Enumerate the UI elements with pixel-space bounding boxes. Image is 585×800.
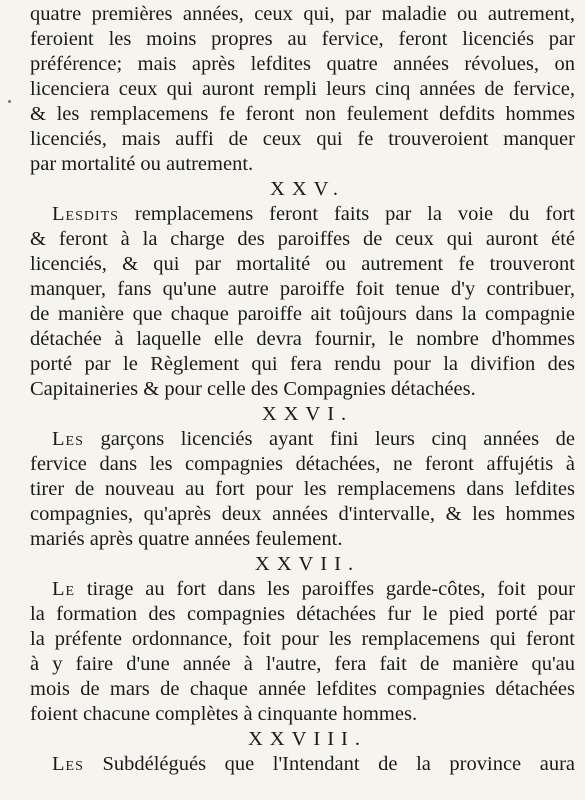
paragraph-first-line — [30, 427, 575, 452]
text-line: détachée à laquelle elle devra fournir, le nombre d'hommes — [30, 328, 575, 350]
text-line: fervice dans les compagnies détachées, ne feront affujétis à — [30, 453, 575, 475]
paragraph-lead-word: Les — [52, 428, 84, 450]
text-line: quatre premières années, ceux qui, par maladie ou autrement, — [30, 3, 575, 25]
text-line: Capitaineries & pour celle des Compagnies détachées. — [30, 378, 476, 400]
text-line: de manière que chaque paroiffe ait toûjours dans la compagnie — [30, 303, 575, 325]
text-line: préférence; mais après lefdites quatre années révolues, on — [30, 53, 575, 75]
text-line: la formation des compagnies détachées fur le pied porté par — [30, 603, 575, 625]
paragraph-first-line — [30, 577, 575, 602]
text-line: mariés après quatre années feulement. — [30, 528, 343, 550]
text-line: licenciés, & qui par mortalité ou autrement fe trouveront — [30, 253, 575, 275]
paragraph-line-text: tirage au fort dans les paroiffes garde-côtes, foit pour — [75, 578, 575, 600]
text-line: compagnies, qu'après deux années d'intervalle, & les hommes — [30, 503, 575, 525]
article-heading: XXVII. — [254, 553, 361, 575]
text-line: mois de mars de chaque année lefdites compagnies détachées — [30, 678, 575, 700]
article-heading: XXVI. — [261, 403, 354, 425]
article-heading: XXVIII. — [247, 728, 368, 750]
text-line: & feront à la charge des paroiffes de ceux qui auront été — [30, 228, 575, 250]
paragraph-line-text: garçons licenciés ayant fini leurs cinq années de — [83, 428, 575, 450]
paragraph-first-line — [30, 202, 575, 227]
paper-speck — [8, 100, 11, 103]
paragraph-lead-word: Les — [52, 753, 84, 775]
text-line: & les remplacemens fe feront non feulement defdits hommes — [30, 103, 575, 125]
text-line: à y faire d'une année à l'autre, fera fait de manière qu'au — [30, 653, 575, 675]
text-line: licenciés, mais auffi de ceux qui fe trouveroient manquer — [30, 128, 575, 150]
text-line: feroient les moins propres au fervice, feront licenciés par — [30, 28, 575, 50]
paragraph-line-text: Subdélégués que l'Intendant de la province aura — [83, 753, 575, 775]
paragraph-lead-word: Le — [52, 578, 76, 600]
article-heading: XXV. — [270, 178, 345, 200]
text-line: tirer de nouveau au fort pour les remplacemens dans lefdites — [30, 478, 575, 500]
text-line: la préfente ordonnance, foit pour les remplacemens qui feront — [30, 628, 575, 650]
text-line: licenciera ceux qui auront rempli leurs cinq années de fervice, — [30, 78, 575, 100]
text-line: foient chacune complètes à cinquante hommes. — [30, 703, 418, 725]
paragraph-line-text: remplacemens feront faits par la voie du fort — [118, 203, 575, 225]
text-line: manquer, fans qu'une autre paroiffe foit tenue d'y contribuer, — [30, 278, 575, 300]
paragraph-lead-word: Lesdits — [52, 203, 119, 225]
text-line: par mortalité ou autrement. — [30, 153, 254, 175]
paragraph-first-line — [30, 752, 575, 777]
text-line: porté par le Règlement qui fera rendu pour la divifion des — [30, 353, 575, 375]
